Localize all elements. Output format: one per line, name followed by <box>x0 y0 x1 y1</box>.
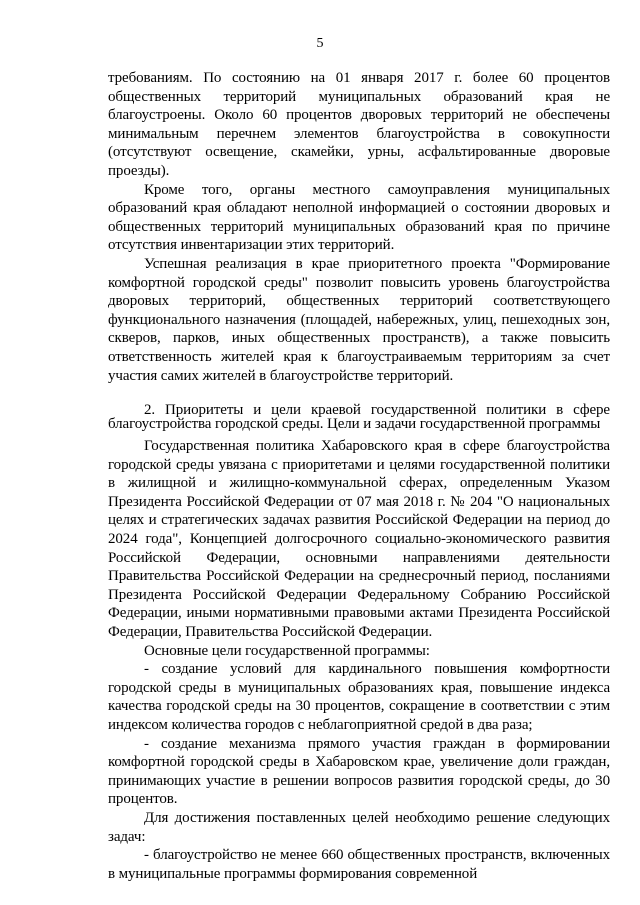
paragraph-main-goals: Основные цели государственной программы: <box>144 642 430 659</box>
document-page <box>108 69 610 883</box>
paragraph-tasks-intro: Для достижения поставленных целей необходимо решение следующих задач: <box>108 809 610 845</box>
list-item-goal-2: - создание механизма прямого участия граждан в формировании комфортной городской среды в Хабаровском крае, увеличение доли граждан, принимающих участие в решении вопросов развития городской среды, до 30 процентов. <box>108 735 610 808</box>
section-heading: 2. Приоритеты и цели краевой государственной политики в сфере благоустройства городской среды. Цели и задачи государственной программы <box>108 402 610 433</box>
paragraph-status: требованиям. По состоянию на 01 января 2017 г. более 60 процентов общественных территорий муниципальных образований края не благоустроены. Около 60 процентов дворовых территорий не обеспечены минимальным перечнем элементов благоустройства в совокупности (отсутствуют освещение, скамейки, урны, асфальтированные дворовые проезды). <box>108 70 610 179</box>
paragraph-local-government: Кроме того, органы местного самоуправления муниципальных образований края обладают неполной информацией о состоянии дворовых и общественных территорий муниципальных образований края по причине отсутствия инвентаризации этих территорий. <box>108 181 610 254</box>
paragraph-project-implementation: Успешная реализация в крае приоритетного проекта "Формирование комфортной городской среды" позволит повысить уровень благоустройства дворовых территорий, общественных территорий соответствующего функционального назначения (площадей, набережных, улиц, пешеходных зон, скверов, парков, иных общественных пространств), а также повысить ответственность жителей края к благоустраиваемым территориям за счет участия самих жителей в благоустройстве территорий. <box>108 255 610 384</box>
paragraph-state-policy: Государственная политика Хабаровского края в сфере благоустройства городской среды увязана с приоритетами и целями государственной политики в жилищной и жилищно-коммунальной сферах, определенным Указом Президента Российской Федерации от 07 мая 2018 г. № 204 "О национальных целях и стратегических задачах развития Российской Федерации на период до 2024 года", Концепцией долгосрочного социально-экономического развития Российской Федерации, основными направлениями деятельности Правительства Российской Федерации на среднесрочный период, посланиями Президента Российской Федерации Федеральному Собранию Российской Федерации, иными нормативными правовыми актами Президента Российской Федерации, Правительства Российской Федерации. <box>108 438 610 641</box>
page-number: 5 <box>316 36 324 51</box>
list-item-goal-1: - создание условий для кардинального повышения комфортности городской среды в муниципальных образованиях края, повышение индекса качества городской среды на 30 процентов, сокращение в соответствии с этим индексом количества городов с неблагоприятной средой в два раза; <box>108 661 610 733</box>
list-item-task-1: - благоустройство не менее 660 общественных пространств, включенных в муниципальные программы формирования современной <box>108 847 610 882</box>
